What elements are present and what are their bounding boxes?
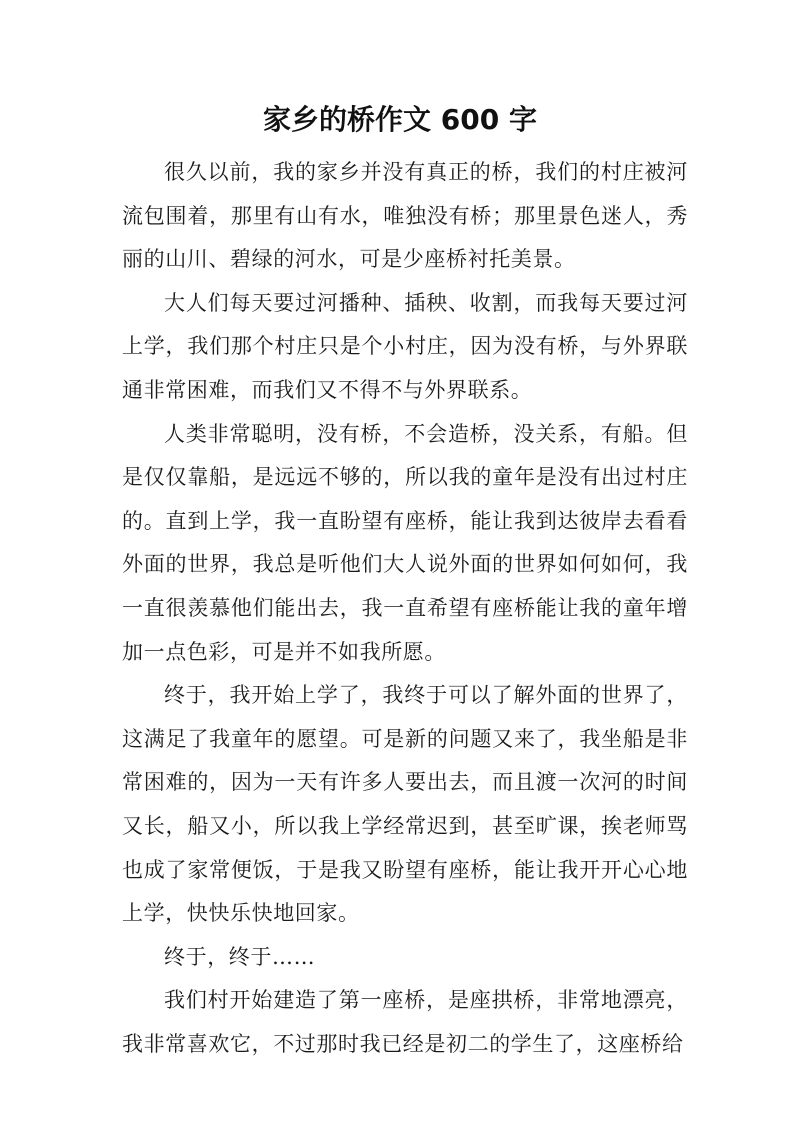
- paragraph: 人类非常聪明，没有桥，不会造桥，没关系，有船。但是仅仅靠船，是远远不够的，所以我的童年是没有出过村庄的。直到上学，我一直盼望有座桥，能让我到达彼岸去看看外面的世界，我总是听他们大人说外面的世界如何如何，我一直很羡慕他们能出去，我一直希望有座桥能让我的童年增加一点色彩，可是并不如我所愿。: [122, 421, 688, 664]
- paragraph: 我们村开始建造了第一座桥，是座拱桥，非常地漂亮，我非常喜欢它，不过那时我已经是初二的学生了，这座桥给: [122, 988, 688, 1056]
- paragraph: 大人们每天要过河播种、插秧、收割，而我每天要过河上学，我们那个村庄只是个小村庄，因为没有桥，与外界联通非常困难，而我们又不得不与外界联系。: [122, 290, 688, 402]
- paragraph: 很久以前，我的家乡并没有真正的桥，我们的村庄被河流包围着，那里有山有水，唯独没有桥；那里景色迷人，秀丽的山川、碧绿的河水，可是少座桥衬托美景。: [122, 160, 688, 272]
- paragraph: 终于，终于……: [164, 944, 316, 969]
- document-body: [122, 151, 688, 1066]
- document-title: 家乡的桥作文 600 字: [263, 103, 537, 136]
- paragraph: 终于，我开始上学了，我终于可以了解外面的世界了，这满足了我童年的愿望。可是新的问题又来了，我坐船是非常困难的，因为一天有许多人要出去，而且渡一次河的时间又长，船又小，所以我上学经常迟到，甚至旷课，挨老师骂也成了家常便饭，于是我又盼望有座桥，能让我开开心心地上学，快快乐快地回家。: [122, 683, 688, 926]
